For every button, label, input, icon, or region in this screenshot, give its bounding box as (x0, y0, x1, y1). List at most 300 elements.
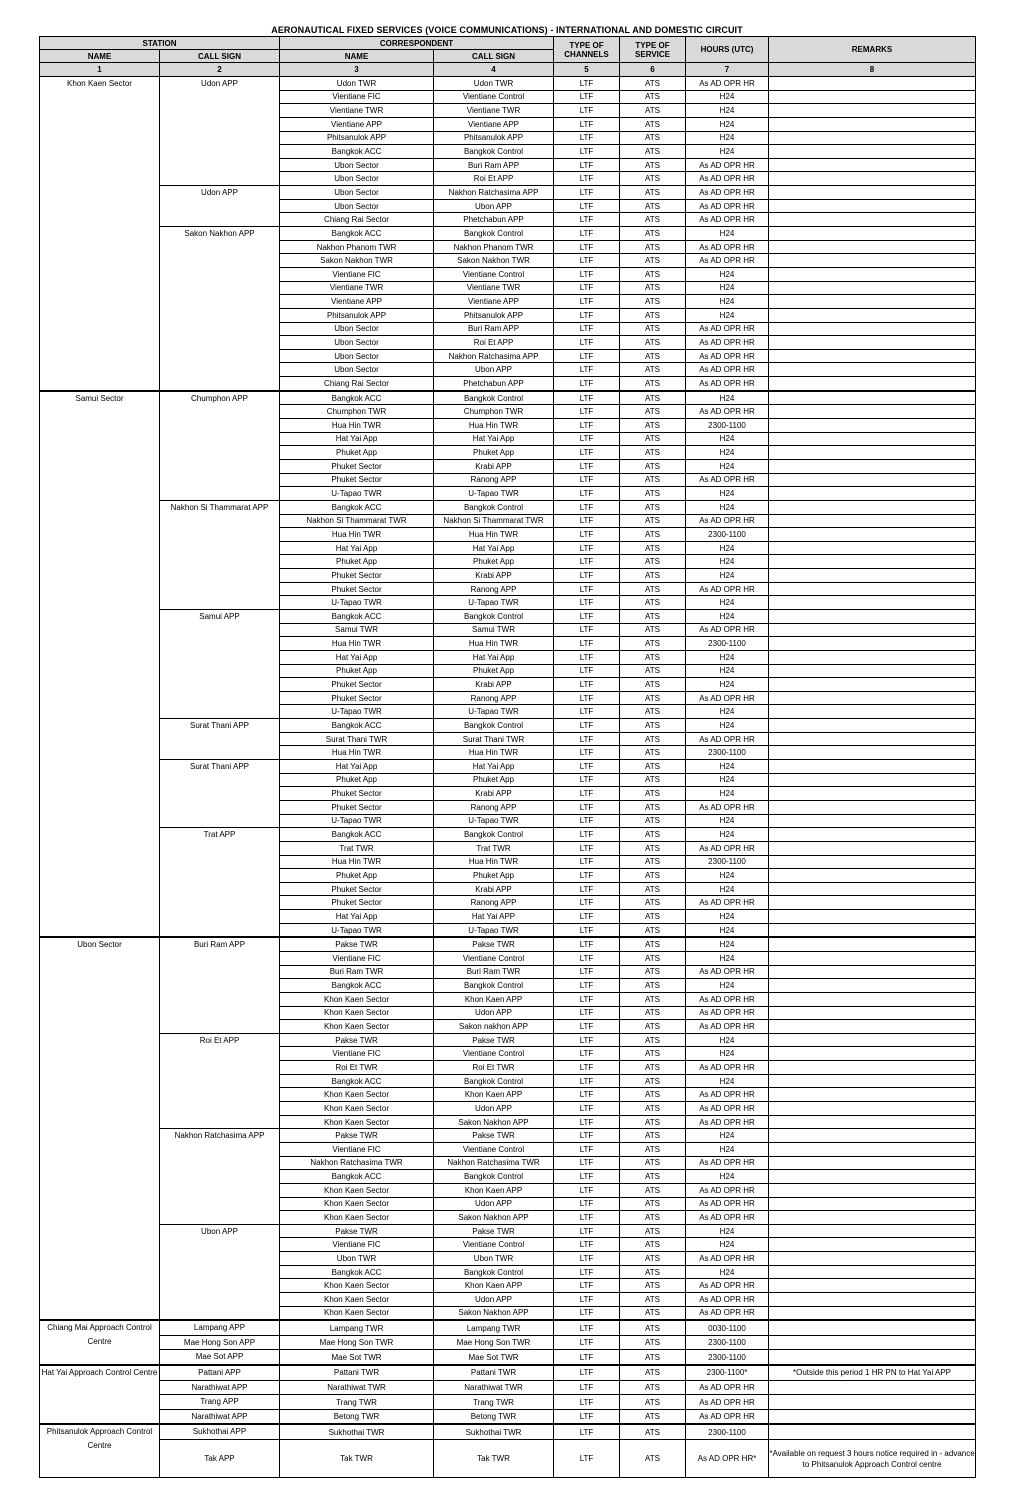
remarks (769, 1320, 976, 1335)
hours: As AD OPR HR (686, 1293, 769, 1307)
table-row (40, 1440, 976, 1478)
correspondent-name: Hua Hin TWR (280, 746, 434, 760)
correspondent-name: Phuket Sector (280, 800, 434, 814)
channel-type: LTF (554, 419, 620, 433)
hours: H24 (686, 500, 769, 514)
remarks (769, 1335, 976, 1350)
channel-type: LTF (554, 582, 620, 596)
correspondent-call-sign: Sakon Nakhon APP (434, 1115, 554, 1129)
correspondent-call-sign: Vientiane Control (434, 952, 554, 966)
correspondent-call-sign: Phitsanulok APP (434, 308, 554, 322)
correspondent-name: Bangkok ACC (280, 391, 434, 405)
service-type: ATS (620, 596, 686, 610)
station-call-sign: Trat APP (160, 828, 280, 938)
hours: H24 (686, 117, 769, 131)
remarks (769, 172, 976, 186)
hours: As AD OPR HR (686, 1306, 769, 1320)
correspondent-call-sign: Hua Hin TWR (434, 855, 554, 869)
correspondent-name: Vientiane FIC (280, 1142, 434, 1156)
header-type-service: TYPE OF SERVICE (620, 37, 686, 63)
table-row (40, 1033, 976, 1047)
remarks (769, 473, 976, 487)
correspondent-name: Hat Yai App (280, 760, 434, 774)
correspondent-name: Mae Sot TWR (280, 1350, 434, 1365)
channel-type: LTF (554, 267, 620, 281)
channel-type: LTF (554, 77, 620, 91)
channel-type: LTF (554, 787, 620, 801)
correspondent-call-sign: Ranong APP (434, 473, 554, 487)
correspondent-name: Chiang Rai Sector (280, 377, 434, 391)
hours: As AD OPR HR (686, 213, 769, 227)
remarks (769, 1020, 976, 1034)
hours: H24 (686, 664, 769, 678)
hours: H24 (686, 459, 769, 473)
remarks (769, 419, 976, 433)
channel-type: LTF (554, 363, 620, 377)
service-type: ATS (620, 336, 686, 350)
table-header (40, 37, 976, 77)
correspondent-call-sign: Bangkok Control (434, 979, 554, 993)
correspondent-name: Phuket App (280, 555, 434, 569)
channel-type: LTF (554, 1074, 620, 1088)
hours: H24 (686, 1224, 769, 1238)
service-type: ATS (620, 882, 686, 896)
remarks (769, 1409, 976, 1424)
channel-type: LTF (554, 104, 620, 118)
service-type: ATS (620, 773, 686, 787)
remarks (769, 336, 976, 350)
channel-type: LTF (554, 213, 620, 227)
hours: H24 (686, 308, 769, 322)
correspondent-call-sign: Vientiane TWR (434, 104, 554, 118)
remarks (769, 295, 976, 309)
channel-type: LTF (554, 760, 620, 774)
correspondent-call-sign: Bangkok Control (434, 145, 554, 159)
correspondent-call-sign: Roi Et TWR (434, 1061, 554, 1075)
remarks (769, 582, 976, 596)
remarks (769, 787, 976, 801)
hours: H24 (686, 705, 769, 719)
remarks (769, 732, 976, 746)
page-title: AERONAUTICAL FIXED SERVICES (VOICE COMMUNICATIONS) - INTERNATIONAL AND DOMESTIC CIRCUIT (271, 25, 743, 35)
channel-type: LTF (554, 1265, 620, 1279)
remarks (769, 952, 976, 966)
correspondent-call-sign: Vientiane Control (434, 1238, 554, 1252)
correspondent-call-sign: Bangkok Control (434, 719, 554, 733)
correspondent-name: Narathiwat TWR (280, 1380, 434, 1395)
service-type: ATS (620, 691, 686, 705)
correspondent-name: Ubon Sector (280, 199, 434, 213)
hours: H24 (686, 678, 769, 692)
service-type: ATS (620, 1156, 686, 1170)
correspondent-name: Khon Kaen Sector (280, 1115, 434, 1129)
col-number: 8 (769, 63, 976, 77)
correspondent-name: Vientiane FIC (280, 267, 434, 281)
hours: As AD OPR HR (686, 172, 769, 186)
hours: H24 (686, 1265, 769, 1279)
station-call-sign: Surat Thani APP (160, 760, 280, 828)
station-call-sign: Ubon APP (160, 1224, 280, 1320)
service-type: ATS (620, 308, 686, 322)
channel-type: LTF (554, 1306, 620, 1320)
correspondent-name: Tak TWR (280, 1440, 434, 1478)
channel-type: LTF (554, 1395, 620, 1410)
hours: H24 (686, 487, 769, 501)
correspondent-name: Phuket App (280, 869, 434, 883)
service-type: ATS (620, 459, 686, 473)
remarks (769, 459, 976, 473)
channel-type: LTF (554, 965, 620, 979)
hours: As AD OPR HR (686, 1088, 769, 1102)
correspondent-call-sign: Ubon APP (434, 363, 554, 377)
channel-type: LTF (554, 814, 620, 828)
channel-type: LTF (554, 473, 620, 487)
correspondent-call-sign: Udon TWR (434, 77, 554, 91)
correspondent-call-sign: Buri Ram APP (434, 322, 554, 336)
correspondent-name: Trang TWR (280, 1395, 434, 1410)
correspondent-call-sign: Ubon TWR (434, 1252, 554, 1266)
correspondent-call-sign: Buri Ram TWR (434, 965, 554, 979)
channel-type: LTF (554, 992, 620, 1006)
channel-type: LTF (554, 1170, 620, 1184)
channel-type: LTF (554, 172, 620, 186)
correspondent-name: Bangkok ACC (280, 1265, 434, 1279)
remarks (769, 145, 976, 159)
station-call-sign: Sukhothai APP (160, 1424, 280, 1439)
service-type: ATS (620, 1424, 686, 1439)
service-type: ATS (620, 569, 686, 583)
correspondent-call-sign: Pakse TWR (434, 937, 554, 951)
remarks (769, 432, 976, 446)
hours: H24 (686, 952, 769, 966)
service-type: ATS (620, 678, 686, 692)
correspondent-name: Ubon Sector (280, 363, 434, 377)
channel-type: LTF (554, 1440, 620, 1478)
channel-type: LTF (554, 186, 620, 200)
table-row (40, 1365, 976, 1380)
correspondent-name: Udon TWR (280, 77, 434, 91)
correspondent-call-sign: Ranong APP (434, 691, 554, 705)
channel-type: LTF (554, 1293, 620, 1307)
hours: As AD OPR HR (686, 77, 769, 91)
correspondent-call-sign: Bangkok Control (434, 1074, 554, 1088)
correspondent-call-sign: Vientiane Control (434, 1047, 554, 1061)
hours: 2300-1100 (686, 855, 769, 869)
correspondent-name: Khon Kaen Sector (280, 1006, 434, 1020)
correspondent-call-sign: Nakhon Ratchasima APP (434, 349, 554, 363)
correspondent-call-sign: Hat Yai App (434, 650, 554, 664)
hours: H24 (686, 145, 769, 159)
remarks (769, 637, 976, 651)
table-row (40, 77, 976, 91)
remarks (769, 596, 976, 610)
remarks (769, 240, 976, 254)
hours: As AD OPR HR (686, 841, 769, 855)
correspondent-name: Nakhon Ratchasima TWR (280, 1156, 434, 1170)
channel-type: LTF (554, 459, 620, 473)
station-call-sign: Buri Ram APP (160, 937, 280, 1033)
remarks (769, 773, 976, 787)
correspondent-call-sign: Ranong APP (434, 896, 554, 910)
correspondent-call-sign: Lampang TWR (434, 1320, 554, 1335)
remarks (769, 623, 976, 637)
hours: H24 (686, 227, 769, 241)
channel-type: LTF (554, 937, 620, 951)
remarks (769, 254, 976, 268)
remarks (769, 828, 976, 842)
hours: H24 (686, 719, 769, 733)
hours: 2300-1100 (686, 637, 769, 651)
correspondent-call-sign: Krabi APP (434, 882, 554, 896)
correspondent-call-sign: Khon Kaen APP (434, 992, 554, 1006)
channel-type: LTF (554, 322, 620, 336)
remarks (769, 1224, 976, 1238)
remarks (769, 965, 976, 979)
hours: 2300-1100 (686, 419, 769, 433)
hours: As AD OPR HR (686, 1409, 769, 1424)
channel-type: LTF (554, 1350, 620, 1365)
correspondent-name: Ubon Sector (280, 336, 434, 350)
service-type: ATS (620, 732, 686, 746)
channel-type: LTF (554, 1047, 620, 1061)
col-number: 3 (280, 63, 434, 77)
correspondent-name: Roi Et TWR (280, 1061, 434, 1075)
correspondent-call-sign: Krabi APP (434, 459, 554, 473)
service-type: ATS (620, 1265, 686, 1279)
hours: H24 (686, 295, 769, 309)
correspondent-name: U-Tapao TWR (280, 814, 434, 828)
hours: As AD OPR HR (686, 1197, 769, 1211)
hours: H24 (686, 90, 769, 104)
header-correspondent-name: NAME (280, 50, 434, 63)
hours: As AD OPR HR (686, 1020, 769, 1034)
service-type: ATS (620, 664, 686, 678)
correspondent-name: Bangkok ACC (280, 145, 434, 159)
table-row (40, 186, 976, 200)
remarks (769, 1350, 976, 1365)
hours: As AD OPR HR (686, 732, 769, 746)
service-type: ATS (620, 90, 686, 104)
hours: As AD OPR HR (686, 582, 769, 596)
correspondent-name: Samui TWR (280, 623, 434, 637)
service-type: ATS (620, 240, 686, 254)
correspondent-call-sign: Phitsanulok APP (434, 131, 554, 145)
correspondent-name: Khon Kaen Sector (280, 1088, 434, 1102)
service-type: ATS (620, 992, 686, 1006)
table-body (40, 77, 976, 1478)
channel-type: LTF (554, 979, 620, 993)
channel-type: LTF (554, 800, 620, 814)
channel-type: LTF (554, 1365, 620, 1380)
channel-type: LTF (554, 910, 620, 924)
correspondent-name: Pakse TWR (280, 1224, 434, 1238)
channel-type: LTF (554, 1061, 620, 1075)
hours: 2300-1100 (686, 1350, 769, 1365)
hours: As AD OPR HR (686, 1115, 769, 1129)
correspondent-name: Phuket Sector (280, 896, 434, 910)
correspondent-call-sign: Bangkok Control (434, 227, 554, 241)
remarks (769, 855, 976, 869)
station-name: Khon Kaen Sector (40, 77, 160, 391)
hours: H24 (686, 1129, 769, 1143)
correspondent-name: Sakon Nakhon TWR (280, 254, 434, 268)
service-type: ATS (620, 213, 686, 227)
hours: H24 (686, 760, 769, 774)
hours: H24 (686, 391, 769, 405)
hours: H24 (686, 814, 769, 828)
hours: As AD OPR HR (686, 336, 769, 350)
header-hours: HOURS (UTC) (686, 37, 769, 63)
hours: H24 (686, 569, 769, 583)
correspondent-name: Vientiane APP (280, 295, 434, 309)
remarks (769, 937, 976, 951)
remarks: *Outside this period 1 HR PN to Hat Yai APP (769, 1365, 976, 1380)
correspondent-call-sign: Khon Kaen APP (434, 1088, 554, 1102)
station-call-sign: Narathiwat APP (160, 1380, 280, 1395)
hours: 2300-1100* (686, 1365, 769, 1380)
remarks (769, 349, 976, 363)
correspondent-name: Ubon Sector (280, 322, 434, 336)
table-row (40, 1395, 976, 1410)
correspondent-name: Phuket Sector (280, 691, 434, 705)
correspondent-name: Vientiane FIC (280, 1047, 434, 1061)
correspondent-call-sign: Nakhon Ratchasima TWR (434, 1156, 554, 1170)
remarks (769, 569, 976, 583)
channel-type: LTF (554, 1033, 620, 1047)
hours: H24 (686, 267, 769, 281)
station-call-sign: Pattani APP (160, 1365, 280, 1380)
service-type: ATS (620, 1252, 686, 1266)
channel-type: LTF (554, 1142, 620, 1156)
service-type: ATS (620, 637, 686, 651)
remarks (769, 896, 976, 910)
hours: As AD OPR HR (686, 377, 769, 391)
correspondent-call-sign: Narathiwat TWR (434, 1380, 554, 1395)
service-type: ATS (620, 267, 686, 281)
correspondent-call-sign: Phuket App (434, 555, 554, 569)
remarks (769, 1306, 976, 1320)
hours: As AD OPR HR (686, 896, 769, 910)
service-type: ATS (620, 1380, 686, 1395)
service-type: ATS (620, 432, 686, 446)
channel-type: LTF (554, 1424, 620, 1439)
correspondent-call-sign: Sakon Nakhon APP (434, 1211, 554, 1225)
channel-type: LTF (554, 391, 620, 405)
channel-type: LTF (554, 1320, 620, 1335)
service-type: ATS (620, 937, 686, 951)
remarks (769, 541, 976, 555)
service-type: ATS (620, 487, 686, 501)
station-call-sign: Udon APP (160, 77, 280, 186)
hours: 2300-1100 (686, 1335, 769, 1350)
station-call-sign: Sakon Nakhon APP (160, 227, 280, 391)
station-call-sign: Chumphon APP (160, 391, 280, 501)
service-type: ATS (620, 104, 686, 118)
table-row (40, 937, 976, 951)
channel-type: LTF (554, 896, 620, 910)
correspondent-call-sign: Udon APP (434, 1293, 554, 1307)
hours: As AD OPR HR (686, 473, 769, 487)
station-name: Hat Yai Approach Control Centre (40, 1365, 160, 1424)
hours: As AD OPR HR (686, 199, 769, 213)
service-type: ATS (620, 419, 686, 433)
correspondent-call-sign: Phuket App (434, 664, 554, 678)
remarks (769, 814, 976, 828)
correspondent-name: Phuket Sector (280, 787, 434, 801)
station-name: Samui Sector (40, 391, 160, 938)
channel-type: LTF (554, 678, 620, 692)
hours: H24 (686, 828, 769, 842)
service-type: ATS (620, 719, 686, 733)
service-type: ATS (620, 910, 686, 924)
service-type: ATS (620, 1238, 686, 1252)
correspondent-name: Phuket Sector (280, 459, 434, 473)
hours: As AD OPR HR (686, 1061, 769, 1075)
correspondent-call-sign: Nakhon Phanom TWR (434, 240, 554, 254)
service-type: ATS (620, 1074, 686, 1088)
correspondent-name: Lampang TWR (280, 1320, 434, 1335)
channel-type: LTF (554, 855, 620, 869)
channel-type: LTF (554, 719, 620, 733)
remarks (769, 1293, 976, 1307)
correspondent-name: Phuket Sector (280, 582, 434, 596)
service-type: ATS (620, 322, 686, 336)
remarks (769, 746, 976, 760)
remarks (769, 923, 976, 937)
correspondent-name: Phuket Sector (280, 473, 434, 487)
service-type: ATS (620, 1320, 686, 1335)
correspondent-call-sign: Roi Et APP (434, 172, 554, 186)
correspondent-name: Ubon Sector (280, 158, 434, 172)
correspondent-call-sign: Nakhon Si Thammarat TWR (434, 514, 554, 528)
service-type: ATS (620, 199, 686, 213)
hours: As AD OPR HR (686, 1156, 769, 1170)
service-type: ATS (620, 1197, 686, 1211)
service-type: ATS (620, 965, 686, 979)
correspondent-name: Hat Yai App (280, 910, 434, 924)
correspondent-name: Khon Kaen Sector (280, 1279, 434, 1293)
hours: H24 (686, 1238, 769, 1252)
correspondent-name: U-Tapao TWR (280, 596, 434, 610)
correspondent-name: Phuket App (280, 446, 434, 460)
correspondent-call-sign: Bangkok Control (434, 1170, 554, 1184)
hours: H24 (686, 773, 769, 787)
service-type: ATS (620, 1350, 686, 1365)
hours: 2300-1100 (686, 1424, 769, 1439)
service-type: ATS (620, 1170, 686, 1184)
service-type: ATS (620, 650, 686, 664)
service-type: ATS (620, 1115, 686, 1129)
correspondent-name: Bangkok ACC (280, 500, 434, 514)
remarks (769, 691, 976, 705)
service-type: ATS (620, 1088, 686, 1102)
remarks (769, 1047, 976, 1061)
hours: H24 (686, 979, 769, 993)
remarks (769, 719, 976, 733)
channel-type: LTF (554, 623, 620, 637)
remarks (769, 1183, 976, 1197)
correspondent-call-sign: U-Tapao TWR (434, 923, 554, 937)
service-type: ATS (620, 1142, 686, 1156)
remarks (769, 322, 976, 336)
correspondent-call-sign: Hat Yai App (434, 541, 554, 555)
correspondent-name: Hat Yai App (280, 432, 434, 446)
header-remarks: REMARKS (769, 37, 976, 63)
hours: H24 (686, 1047, 769, 1061)
remarks (769, 1170, 976, 1184)
col-number: 5 (554, 63, 620, 77)
service-type: ATS (620, 582, 686, 596)
